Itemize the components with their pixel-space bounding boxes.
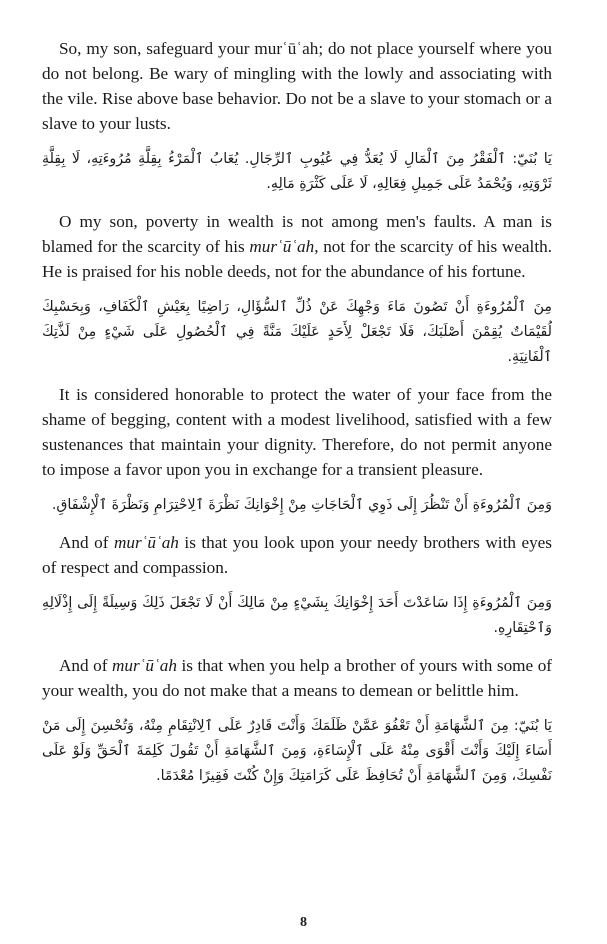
text-segment: And of — [59, 533, 114, 552]
text-segment: is that you look upon your needy brothers with eyes of respect and compassion. — [42, 533, 552, 577]
arabic-paragraph: يَا بُنَيّ: ٱلْفَقْرُ مِنَ ٱلْمَالِ لَا يُعَدُّ فِي عُيُوبِ ٱلرِّجَالِ. يُعَابُ ٱلْمَرْءُ بِقِلَّةِ مُرُوءَتِهِ، لَا بِقِلَّةِ ثَرْوَتِهِ، وَيُحْمَدُ عَلَى جَمِيلِ فِعَالِهِ، لَا عَلَى كَثْرَةِ مَالِهِ. — [42, 151, 552, 192]
text-segment: And of — [59, 656, 112, 675]
english-paragraph — [42, 653, 552, 703]
english-paragraph: It is considered honorable to protect the water of your face from the shame of begging, content with a modest livelihood, satisfied with a few sustenances that maintain your dignity. Therefore, do not permit anyone to impose a favor upon you in exchange for a transient pleasure. — [42, 385, 552, 479]
arabic-paragraph: وَمِنَ ٱلْمُرُوءَةِ إِذَا سَاعَدْتَ أَحَدَ إِخْوَانِكَ بِشَيْءٍ مِنْ مَالِكَ أَنْ لَا تَجْعَلَ ذَلِكَ وَسِيلَةً إِلَى إِذْلَالِهِ وَٱحْتِقَارِهِ. — [42, 595, 552, 636]
text-segment: , not for the scarcity of his wealth. He is praised for his noble deeds, not for the abundance of his fortune. — [42, 237, 552, 281]
text-segment: is that when you help a brother of yours with some of your wealth, you do not make that a means to demean or belittle him. — [42, 656, 553, 700]
document-page — [42, 36, 552, 801]
english-paragraph — [42, 209, 552, 284]
arabic-paragraph: يَا بُنَيّ: مِنَ ٱلشَّهَامَةِ أَنْ تَعْفُوَ عَمَّنْ ظَلَمَكَ وَأَنْتَ قَادِرٌ عَلَى ٱلِانْتِقَامِ مِنْهُ، وَتُحْسِنَ إِلَى مَنْ أَسَاءَ إِلَيْكَ وَأَنْتَ أَقْوَى مِنْهُ عَلَى ٱلْإِسَاءَةِ، وَمِنَ ٱلشَّهَامَةِ أَنْ تَقُولَ كَلِمَةَ ٱلْحَقِّ وَلَوْ عَلَى نَفْسِكَ، وَمِنَ ٱلشَّهَامَةِ أَنْ تُحَافِظَ عَلَى كَرَامَتِكَ وَإِنْ كُنْتَ فَقِيرًا مُعْدَمًا. — [42, 718, 552, 784]
transliterated-term: murʿūʿah — [111, 656, 177, 675]
arabic-paragraph: مِنَ ٱلْمُرُوءَةِ أَنْ تَصُونَ مَاءَ وَجْهِكَ عَنْ ذُلِّ ٱلسُّؤَالِ، رَاضِيًا بِعَيْشِ ٱلْكَفَافِ، وَبِحَسْبِكَ لُقَيْمَاتٌ يُقِمْنَ أَصْلَبَكَ، فَلَا تَجْعَلْ لِأَحَدٍ عَلَيْكَ مَنَّةً فِي ٱلْحُصُولِ عَلَى شَيْءٍ مِنْ لَذَّتِكَ ٱلْفَانِيَةِ. — [42, 299, 552, 365]
arabic-paragraph: وَمِنَ ٱلْمُرُوءَةِ أَنْ تَنْظُرَ إِلَى ذَوِي ٱلْحَاجَاتِ مِنْ إِخْوَانِكَ نَظْرَةَ ٱلِاحْتِرَامِ وَنَظْرَةَ ٱلْإِشْفَاقِ. — [51, 497, 552, 513]
page-number: 8 — [300, 915, 307, 930]
english-paragraph: So, my son, safeguard your murʿūʿah; do not place yourself where you do not belong. Be wary of mingling with the lowly and associating with the vile. Rise above base behavior. Do not be a slave to your stomach or a slave to your lusts. — [42, 39, 552, 133]
transliterated-term: murʿūʿah — [249, 237, 315, 256]
text-segment: O my son, poverty in wealth is not among men's faults. A man is blamed for the scarcity of his — [42, 212, 552, 256]
english-paragraph — [42, 530, 552, 580]
transliterated-term: murʿūʿah — [113, 533, 179, 552]
